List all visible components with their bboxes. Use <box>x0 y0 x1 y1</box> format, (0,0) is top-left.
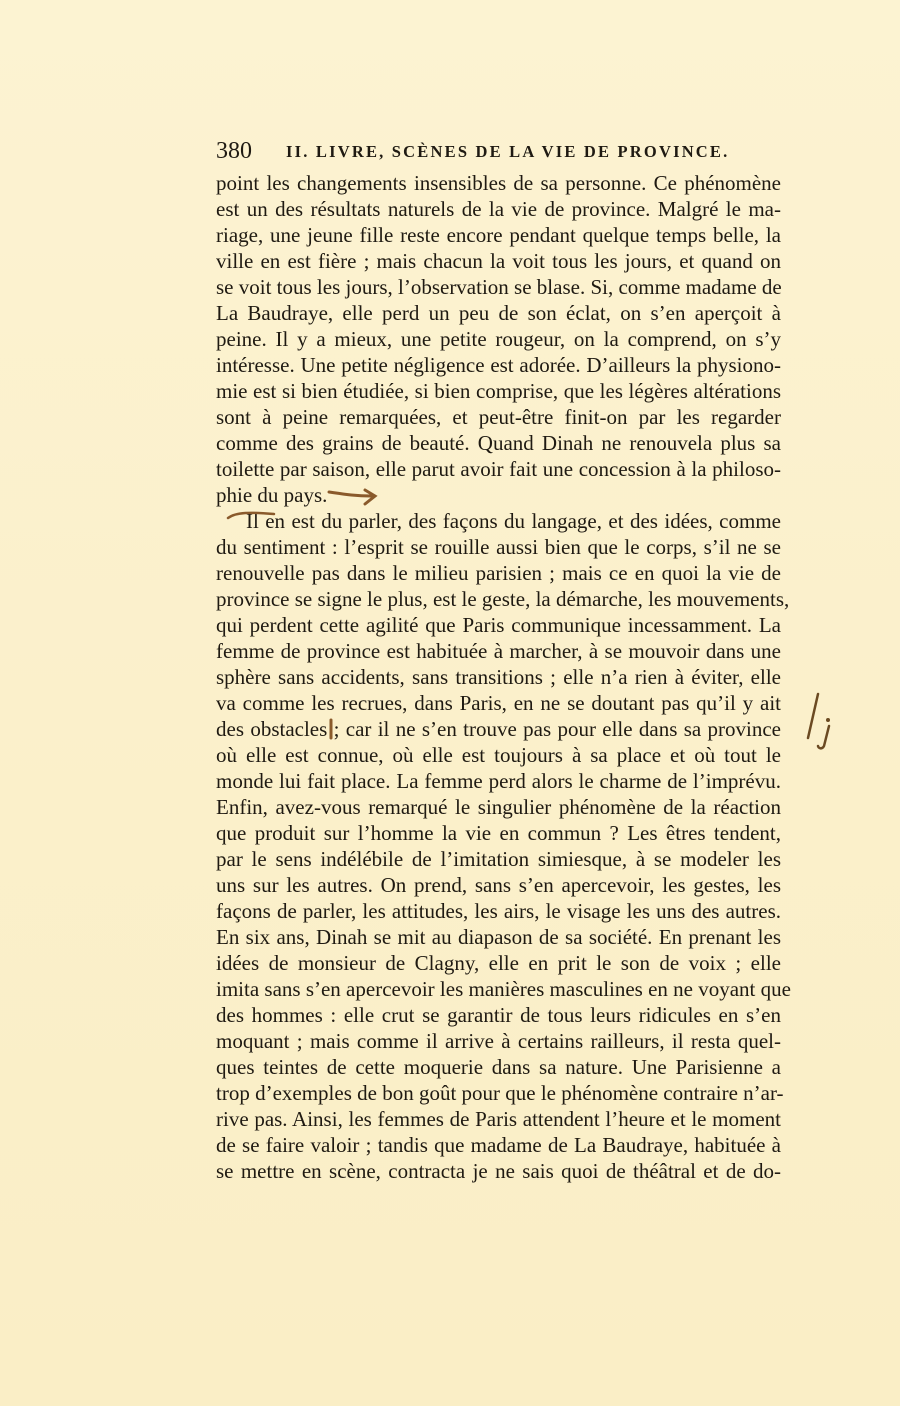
text-line: trop d’exemples de bon goût pour que le phénomène contraire n’ar- <box>216 1081 784 1105</box>
text-line: uns sur les autres. On prend, sans s’en apercevoir, les gestes, les <box>216 873 781 897</box>
text-line: imita sans s’en apercevoir les manières masculines en ne voyant que <box>216 977 791 1001</box>
text-line: se voit tous les jours, l’observation se blase. Si, comme madame de <box>216 275 782 299</box>
text-line: riage, une jeune fille reste encore pendant quelque temps belle, la <box>216 223 781 247</box>
text-line: est un des résultats naturels de la vie de province. Malgré le ma- <box>216 197 781 221</box>
text-line: point les changements insensibles de sa personne. Ce phénomène <box>216 171 781 195</box>
text-line: peine. Il y a mieux, une petite rougeur, on la comprend, on s’y <box>216 327 781 351</box>
correction-arrow-mark <box>325 484 380 510</box>
text-line: des hommes : elle crut se garantir de tous leurs ridicules en s’en <box>216 1003 781 1027</box>
text-line: femme de province est habituée à marcher, à se mouvoir dans une <box>216 639 781 663</box>
text-line: rive pas. Ainsi, les femmes de Paris attendent l’heure et le moment <box>216 1107 781 1131</box>
text-line: province se signe le plus, est le geste, la démarche, les mouvements, <box>216 587 790 611</box>
text-line: moquant ; mais comme il arrive à certains railleurs, il resta quel- <box>216 1029 781 1053</box>
text-line: comme des grains de beauté. Quand Dinah ne renouvela plus sa <box>216 431 781 455</box>
text-line: ques teintes de cette moquerie dans sa nature. Une Parisienne a <box>216 1055 781 1079</box>
text-line: que produit sur l’homme la vie en commun ? Les êtres tendent, <box>216 821 781 845</box>
text-line: se mettre en scène, contracta je ne sais quoi de théâtral et de do- <box>216 1159 781 1183</box>
text-line: sont à peine remarquées, et peut-être finit-on par les regarder <box>216 405 781 429</box>
text-line-paragraph-start: Il en est du parler, des façons du langage, et des idées, comme <box>246 509 781 533</box>
text-line: renouvelle pas dans le milieu parisien ; mais ce en quoi la vie de <box>216 561 781 585</box>
text-line: En six ans, Dinah se mit au diapason de sa société. En prenant les <box>216 925 781 949</box>
text-line: idées de monsieur de Clagny, elle en prit le son de voix ; elle <box>216 951 781 975</box>
text-line: toilette par saison, elle parut avoir fait une concession à la philoso- <box>216 457 781 481</box>
text-line: mie est si bien étudiée, si bien comprise, que les légères altérations <box>216 379 781 403</box>
text-line: où elle est connue, où elle est toujours à sa place et où tout le <box>216 743 781 767</box>
text-line: façons de parler, les attitudes, les airs, le visage les uns des autres. <box>216 899 781 923</box>
text-line: va comme les recrues, dans Paris, en ne se doutant pas qu’il y ait <box>216 691 781 715</box>
text-line: La Baudraye, elle perd un peu de son éclat, on s’en aperçoit à <box>216 301 781 325</box>
text-line: du sentiment : l’esprit se rouille aussi bien que le corps, s’il ne se <box>216 535 781 559</box>
body-text <box>216 170 791 1184</box>
paragraph-correction-mark <box>226 510 276 522</box>
text-line: Enfin, avez-vous remarqué le singulier phénomène de la réaction <box>216 795 781 819</box>
punctuation-correction-mark <box>326 718 336 740</box>
text-line: monde lui fait place. La femme perd alors le charme de l’imprévu. <box>216 769 781 793</box>
text-line: des obstacles ; car il ne s’en trouve pas pour elle dans sa province <box>216 717 781 741</box>
running-head: II. LIVRE, SCÈNES DE LA VIE DE PROVINCE. <box>286 142 730 161</box>
page-header <box>216 136 781 166</box>
text-line-paragraph-end: phie du pays. <box>216 483 328 507</box>
page-number: 380 <box>216 138 252 164</box>
text-line: ville en est fière ; mais chacun la voit tous les jours, et quand on <box>216 249 781 273</box>
text-line: qui perdent cette agilité que Paris communique incessamment. La <box>216 613 781 637</box>
text-line: par le sens indélébile de l’imitation simiesque, à se modeler les <box>216 847 781 871</box>
text-line: de se faire valoir ; tandis que madame de La Baudraye, habituée à <box>216 1133 781 1157</box>
margin-correction-mark <box>802 690 842 750</box>
text-line: sphère sans accidents, sans transitions ; elle n’a rien à éviter, elle <box>216 665 781 689</box>
text-line: intéresse. Une petite négligence est adorée. D’ailleurs la physiono- <box>216 353 781 377</box>
